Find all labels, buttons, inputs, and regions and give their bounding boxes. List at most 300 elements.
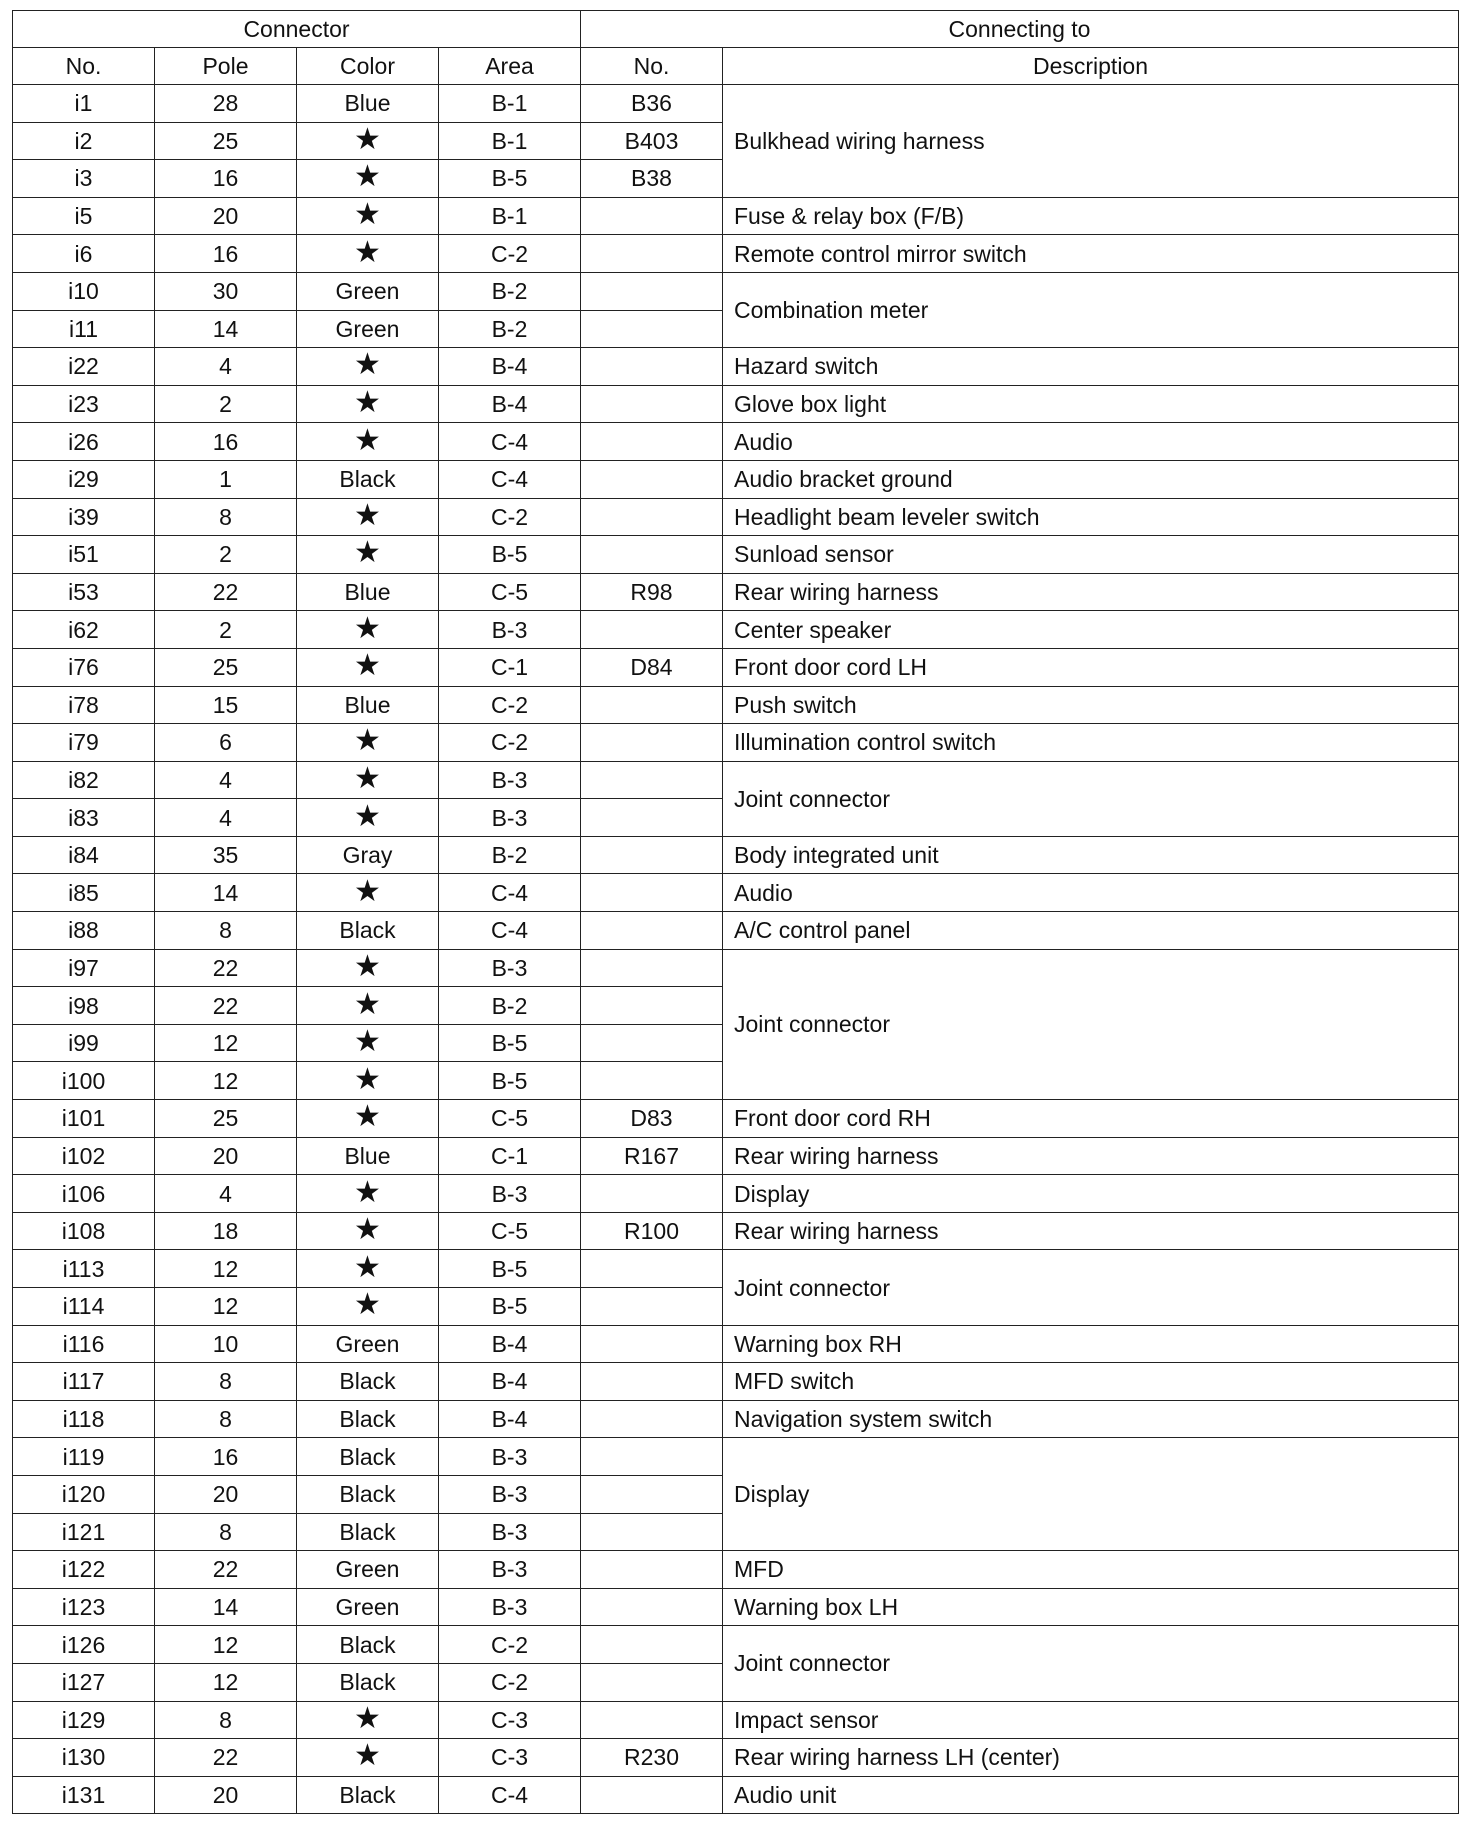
connector-no-cell: i122: [13, 1551, 155, 1589]
description-cell: Illumination control switch: [723, 724, 1459, 762]
area-cell: B-4: [439, 1400, 581, 1438]
star-icon: ★: [354, 649, 381, 683]
description-cell: Joint connector: [723, 949, 1459, 1099]
star-icon: ★: [354, 1288, 381, 1322]
connector-no-cell: i84: [13, 836, 155, 874]
color-cell: [297, 799, 439, 837]
pole-cell: 8: [155, 1400, 297, 1438]
connecting-no-cell: [581, 1776, 723, 1814]
connector-no-cell: i119: [13, 1438, 155, 1476]
pole-cell: 20: [155, 1137, 297, 1175]
connecting-no-cell: [581, 1663, 723, 1701]
connecting-no-cell: [581, 423, 723, 461]
header-connecting-to: Connecting to: [581, 11, 1459, 48]
description-cell: Audio: [723, 423, 1459, 461]
connecting-no-cell: [581, 1024, 723, 1062]
description-cell: Headlight beam leveler switch: [723, 498, 1459, 536]
connecting-no-cell: [581, 348, 723, 386]
description-cell: Display: [723, 1438, 1459, 1551]
color-cell: [297, 423, 439, 461]
connecting-no-cell: [581, 385, 723, 423]
pole-cell: 8: [155, 1701, 297, 1739]
description-cell: Audio unit: [723, 1776, 1459, 1814]
pole-cell: 15: [155, 686, 297, 724]
connecting-no-cell: [581, 1250, 723, 1288]
table-row: [13, 272, 1459, 310]
table-row: [13, 1100, 1459, 1138]
area-cell: C-4: [439, 874, 581, 912]
connector-no-cell: i123: [13, 1588, 155, 1626]
area-cell: B-5: [439, 160, 581, 198]
star-icon: ★: [354, 1213, 381, 1247]
connector-no-cell: i116: [13, 1325, 155, 1363]
connector-no-cell: i102: [13, 1137, 155, 1175]
star-icon: ★: [354, 987, 381, 1021]
connecting-no-cell: [581, 611, 723, 649]
area-cell: B-4: [439, 348, 581, 386]
area-cell: C-2: [439, 235, 581, 273]
table-row: [13, 1175, 1459, 1213]
color-cell: [297, 949, 439, 987]
description-cell: Joint connector: [723, 1250, 1459, 1325]
color-cell: Blue: [297, 686, 439, 724]
connecting-no-cell: [581, 1701, 723, 1739]
connector-no-cell: i26: [13, 423, 155, 461]
color-cell: [297, 1250, 439, 1288]
description-cell: Rear wiring harness: [723, 1212, 1459, 1250]
pole-cell: 30: [155, 272, 297, 310]
pole-cell: 4: [155, 799, 297, 837]
connector-no-cell: i118: [13, 1400, 155, 1438]
area-cell: B-1: [439, 197, 581, 235]
connector-no-cell: i130: [13, 1739, 155, 1777]
table-row: [13, 611, 1459, 649]
description-cell: Glove box light: [723, 385, 1459, 423]
star-icon: ★: [354, 536, 381, 570]
connecting-no-cell: [581, 498, 723, 536]
table-row: [13, 912, 1459, 950]
star-icon: ★: [354, 198, 381, 232]
area-cell: B-5: [439, 1024, 581, 1062]
area-cell: B-1: [439, 122, 581, 160]
connecting-no-cell: R230: [581, 1739, 723, 1777]
star-icon: ★: [354, 1062, 381, 1096]
color-cell: Blue: [297, 1137, 439, 1175]
connecting-no-cell: [581, 1438, 723, 1476]
pole-cell: 20: [155, 1475, 297, 1513]
pole-cell: 12: [155, 1250, 297, 1288]
connector-no-cell: i39: [13, 498, 155, 536]
description-cell: Warning box RH: [723, 1325, 1459, 1363]
star-icon: ★: [354, 160, 381, 194]
connector-no-cell: i127: [13, 1663, 155, 1701]
pole-cell: 4: [155, 348, 297, 386]
color-cell: [297, 1175, 439, 1213]
area-cell: C-4: [439, 423, 581, 461]
connecting-no-cell: [581, 310, 723, 348]
area-cell: C-4: [439, 460, 581, 498]
color-cell: Black: [297, 1363, 439, 1401]
col-header-connecting-no: No.: [581, 48, 723, 85]
star-icon: ★: [354, 235, 381, 269]
star-icon: ★: [354, 423, 381, 457]
star-icon: ★: [354, 498, 381, 532]
color-cell: [297, 611, 439, 649]
area-cell: B-2: [439, 836, 581, 874]
table-row: [13, 460, 1459, 498]
description-cell: MFD switch: [723, 1363, 1459, 1401]
table-row: [13, 235, 1459, 273]
table-row: [13, 1626, 1459, 1664]
color-cell: [297, 197, 439, 235]
connecting-no-cell: R100: [581, 1212, 723, 1250]
description-cell: Joint connector: [723, 1626, 1459, 1701]
color-cell: Green: [297, 310, 439, 348]
connector-no-cell: i6: [13, 235, 155, 273]
connector-no-cell: i11: [13, 310, 155, 348]
color-cell: [297, 1212, 439, 1250]
connector-no-cell: i97: [13, 949, 155, 987]
connecting-no-cell: [581, 1475, 723, 1513]
color-cell: [297, 122, 439, 160]
table-row: [13, 648, 1459, 686]
star-icon: ★: [354, 1701, 381, 1735]
connecting-no-cell: B38: [581, 160, 723, 198]
pole-cell: 22: [155, 1551, 297, 1589]
pole-cell: 22: [155, 987, 297, 1025]
connector-no-cell: i85: [13, 874, 155, 912]
pole-cell: 14: [155, 1588, 297, 1626]
pole-cell: 8: [155, 1363, 297, 1401]
pole-cell: 20: [155, 197, 297, 235]
connecting-no-cell: [581, 987, 723, 1025]
star-icon: ★: [354, 874, 381, 908]
area-cell: B-3: [439, 611, 581, 649]
description-cell: Center speaker: [723, 611, 1459, 649]
area-cell: C-1: [439, 648, 581, 686]
area-cell: B-5: [439, 1250, 581, 1288]
pole-cell: 10: [155, 1325, 297, 1363]
color-cell: Green: [297, 1325, 439, 1363]
connecting-no-cell: [581, 197, 723, 235]
color-cell: Blue: [297, 85, 439, 123]
description-cell: Bulkhead wiring harness: [723, 85, 1459, 198]
connecting-no-cell: R98: [581, 573, 723, 611]
star-icon: ★: [354, 1175, 381, 1209]
color-cell: Blue: [297, 573, 439, 611]
description-cell: Display: [723, 1175, 1459, 1213]
color-cell: [297, 1024, 439, 1062]
connector-no-cell: i1: [13, 85, 155, 123]
description-cell: Hazard switch: [723, 348, 1459, 386]
connector-no-cell: i121: [13, 1513, 155, 1551]
connector-no-cell: i29: [13, 460, 155, 498]
connector-no-cell: i3: [13, 160, 155, 198]
table-row: [13, 1325, 1459, 1363]
table-row: [13, 197, 1459, 235]
description-cell: Remote control mirror switch: [723, 235, 1459, 273]
pole-cell: 20: [155, 1776, 297, 1814]
connecting-no-cell: [581, 949, 723, 987]
area-cell: B-3: [439, 949, 581, 987]
color-cell: [297, 348, 439, 386]
connecting-no-cell: R167: [581, 1137, 723, 1175]
description-cell: Rear wiring harness: [723, 1137, 1459, 1175]
pole-cell: 12: [155, 1663, 297, 1701]
connector-no-cell: i106: [13, 1175, 155, 1213]
area-cell: B-3: [439, 1551, 581, 1589]
pole-cell: 1: [155, 460, 297, 498]
col-header-area: Area: [439, 48, 581, 85]
connector-no-cell: i5: [13, 197, 155, 235]
area-cell: B-2: [439, 987, 581, 1025]
pole-cell: 16: [155, 423, 297, 461]
color-cell: Black: [297, 1626, 439, 1664]
table-row: [13, 1588, 1459, 1626]
table-row: [13, 423, 1459, 461]
group-header-row: [13, 11, 1459, 48]
connecting-no-cell: [581, 1588, 723, 1626]
table-row: [13, 686, 1459, 724]
color-cell: [297, 724, 439, 762]
connector-no-cell: i99: [13, 1024, 155, 1062]
area-cell: C-5: [439, 1212, 581, 1250]
table-row: [13, 1701, 1459, 1739]
description-cell: Joint connector: [723, 761, 1459, 836]
connecting-no-cell: D83: [581, 1100, 723, 1138]
color-cell: [297, 874, 439, 912]
area-cell: C-2: [439, 498, 581, 536]
connector-no-cell: i10: [13, 272, 155, 310]
pole-cell: 22: [155, 573, 297, 611]
description-cell: Warning box LH: [723, 1588, 1459, 1626]
table-row: [13, 1438, 1459, 1476]
color-cell: [297, 648, 439, 686]
area-cell: B-3: [439, 1175, 581, 1213]
description-cell: Combination meter: [723, 272, 1459, 347]
connector-no-cell: i101: [13, 1100, 155, 1138]
connecting-no-cell: [581, 460, 723, 498]
connector-table: [12, 10, 1459, 1814]
area-cell: C-2: [439, 724, 581, 762]
color-cell: [297, 235, 439, 273]
area-cell: C-5: [439, 1100, 581, 1138]
color-cell: [297, 1100, 439, 1138]
connecting-no-cell: [581, 272, 723, 310]
color-cell: [297, 1739, 439, 1777]
color-cell: [297, 987, 439, 1025]
connector-no-cell: i76: [13, 648, 155, 686]
connecting-no-cell: [581, 874, 723, 912]
pole-cell: 12: [155, 1288, 297, 1326]
area-cell: C-2: [439, 1663, 581, 1701]
connecting-no-cell: [581, 235, 723, 273]
description-cell: Body integrated unit: [723, 836, 1459, 874]
star-icon: ★: [354, 122, 381, 156]
color-cell: Black: [297, 1475, 439, 1513]
pole-cell: 2: [155, 611, 297, 649]
color-cell: [297, 536, 439, 574]
pole-cell: 25: [155, 1100, 297, 1138]
table-row: [13, 1137, 1459, 1175]
pole-cell: 14: [155, 310, 297, 348]
connector-no-cell: i98: [13, 987, 155, 1025]
description-cell: Front door cord LH: [723, 648, 1459, 686]
color-cell: Gray: [297, 836, 439, 874]
area-cell: B-3: [439, 1513, 581, 1551]
area-cell: B-3: [439, 761, 581, 799]
connector-no-cell: i62: [13, 611, 155, 649]
color-cell: Black: [297, 1400, 439, 1438]
connector-no-cell: i79: [13, 724, 155, 762]
pole-cell: 8: [155, 1513, 297, 1551]
area-cell: C-3: [439, 1701, 581, 1739]
area-cell: B-4: [439, 1325, 581, 1363]
area-cell: C-4: [439, 1776, 581, 1814]
pole-cell: 12: [155, 1062, 297, 1100]
area-cell: C-1: [439, 1137, 581, 1175]
area-cell: C-4: [439, 912, 581, 950]
table-row: [13, 1363, 1459, 1401]
area-cell: B-4: [439, 1363, 581, 1401]
table-row: [13, 498, 1459, 536]
description-cell: A/C control panel: [723, 912, 1459, 950]
col-header-description: Description: [723, 48, 1459, 85]
area-cell: B-2: [439, 272, 581, 310]
table-row: [13, 536, 1459, 574]
color-cell: Black: [297, 1776, 439, 1814]
area-cell: B-3: [439, 1588, 581, 1626]
connector-no-cell: i53: [13, 573, 155, 611]
table-row: [13, 949, 1459, 987]
table-row: [13, 724, 1459, 762]
table-row: [13, 573, 1459, 611]
pole-cell: 2: [155, 385, 297, 423]
area-cell: C-3: [439, 1739, 581, 1777]
color-cell: Black: [297, 1663, 439, 1701]
connecting-no-cell: [581, 1363, 723, 1401]
table-row: [13, 348, 1459, 386]
pole-cell: 25: [155, 122, 297, 160]
header-connector: Connector: [13, 11, 581, 48]
color-cell: Green: [297, 272, 439, 310]
connecting-no-cell: [581, 724, 723, 762]
connecting-no-cell: [581, 1513, 723, 1551]
connector-no-cell: i23: [13, 385, 155, 423]
description-cell: Audio: [723, 874, 1459, 912]
connecting-no-cell: [581, 1400, 723, 1438]
table-row: [13, 836, 1459, 874]
color-cell: Black: [297, 1513, 439, 1551]
description-cell: MFD: [723, 1551, 1459, 1589]
table-row: [13, 1776, 1459, 1814]
connecting-no-cell: [581, 686, 723, 724]
connector-no-cell: i113: [13, 1250, 155, 1288]
pole-cell: 16: [155, 1438, 297, 1476]
connecting-no-cell: [581, 836, 723, 874]
description-cell: Rear wiring harness LH (center): [723, 1739, 1459, 1777]
connecting-no-cell: [581, 761, 723, 799]
table-row: [13, 761, 1459, 799]
connecting-no-cell: D84: [581, 648, 723, 686]
star-icon: ★: [354, 799, 381, 833]
connecting-no-cell: [581, 1288, 723, 1326]
table-row: [13, 385, 1459, 423]
area-cell: B-5: [439, 1288, 581, 1326]
connector-no-cell: i131: [13, 1776, 155, 1814]
area-cell: B-3: [439, 1438, 581, 1476]
description-cell: Fuse & relay box (F/B): [723, 197, 1459, 235]
connector-no-cell: i88: [13, 912, 155, 950]
connecting-no-cell: [581, 912, 723, 950]
color-cell: Black: [297, 460, 439, 498]
area-cell: B-5: [439, 536, 581, 574]
area-cell: B-1: [439, 85, 581, 123]
connector-no-cell: i114: [13, 1288, 155, 1326]
connecting-no-cell: [581, 1325, 723, 1363]
table-row: [13, 1400, 1459, 1438]
connecting-no-cell: [581, 1626, 723, 1664]
description-cell: Sunload sensor: [723, 536, 1459, 574]
table-row: [13, 1739, 1459, 1777]
area-cell: C-2: [439, 686, 581, 724]
connecting-no-cell: [581, 1062, 723, 1100]
col-header-no: No.: [13, 48, 155, 85]
color-cell: [297, 1062, 439, 1100]
area-cell: C-5: [439, 573, 581, 611]
area-cell: B-3: [439, 799, 581, 837]
area-cell: B-3: [439, 1475, 581, 1513]
color-cell: [297, 1288, 439, 1326]
color-cell: Green: [297, 1588, 439, 1626]
color-cell: Black: [297, 1438, 439, 1476]
area-cell: B-5: [439, 1062, 581, 1100]
color-cell: Green: [297, 1551, 439, 1589]
connector-no-cell: i2: [13, 122, 155, 160]
color-cell: [297, 1701, 439, 1739]
column-header-row: [13, 48, 1459, 85]
table-row: [13, 1551, 1459, 1589]
description-cell: Rear wiring harness: [723, 573, 1459, 611]
star-icon: ★: [354, 386, 381, 420]
pole-cell: 16: [155, 235, 297, 273]
connecting-no-cell: [581, 1551, 723, 1589]
pole-cell: 2: [155, 536, 297, 574]
connecting-no-cell: [581, 799, 723, 837]
connector-no-cell: i117: [13, 1363, 155, 1401]
connector-no-cell: i108: [13, 1212, 155, 1250]
pole-cell: 12: [155, 1024, 297, 1062]
connector-no-cell: i100: [13, 1062, 155, 1100]
table-row: [13, 1212, 1459, 1250]
star-icon: ★: [354, 1250, 381, 1284]
area-cell: B-4: [439, 385, 581, 423]
star-icon: ★: [354, 348, 381, 382]
connector-no-cell: i51: [13, 536, 155, 574]
connector-no-cell: i22: [13, 348, 155, 386]
star-icon: ★: [354, 1739, 381, 1773]
star-icon: ★: [354, 949, 381, 983]
table-body: [13, 85, 1459, 1814]
color-cell: Black: [297, 912, 439, 950]
pole-cell: 12: [155, 1626, 297, 1664]
connecting-no-cell: B36: [581, 85, 723, 123]
color-cell: [297, 498, 439, 536]
pole-cell: 25: [155, 648, 297, 686]
pole-cell: 22: [155, 1739, 297, 1777]
table-row: [13, 1250, 1459, 1288]
area-cell: C-2: [439, 1626, 581, 1664]
